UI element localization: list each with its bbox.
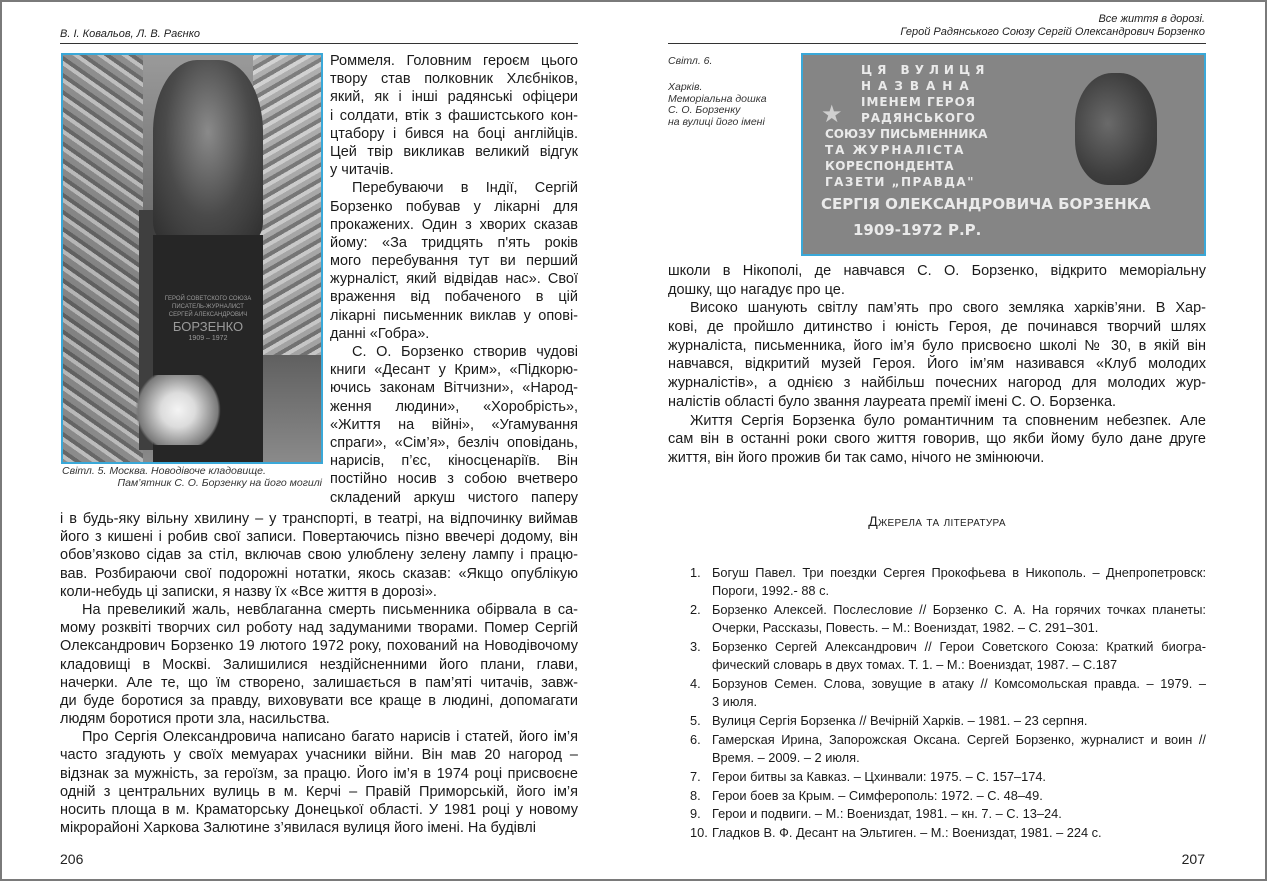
left-wide-text-column — [60, 510, 578, 837]
plaque-line: ТА ЖУРНАЛІСТА — [825, 143, 966, 157]
text-line: кові, де пройшло дитинство і юність Героя, де починався творчий шлях — [668, 319, 1206, 336]
text-line: мого перебування тут ви перший — [330, 253, 578, 270]
right-text-column — [668, 262, 1206, 468]
source-text — [712, 731, 1206, 767]
source-item — [690, 675, 1206, 711]
text-line: книги «Десант у Крим», «Підкорю- — [330, 362, 578, 379]
text-line: нарисів, п’єс, кіносценаріїв. Він — [330, 453, 578, 470]
text-line: Перебуваючи в Індії, Сергій — [352, 180, 578, 197]
source-item — [690, 731, 1206, 767]
photo-6-caption — [668, 82, 767, 128]
text-line: налістів області було звання лауреата премії імені С. О. Борзенка. — [668, 393, 1117, 410]
plaque-line: РАДЯНСЬКОГО — [861, 111, 976, 125]
trees-background — [63, 55, 143, 464]
sources-list — [690, 564, 1206, 843]
caption-line: на вулиці його імені — [668, 115, 765, 128]
source-line: Борзенко Алексей. Послесловие // Борзенко С. А. На горячих точках планеты: — [712, 602, 1206, 617]
text-line: Олександрович Борзенко 19 лютого 1972 року, похований на Новодівочому — [60, 638, 578, 655]
right-header-rule — [668, 43, 1206, 44]
text-line: Життя Сергія Борзенка було романтичним та сповненим небезпек. Але — [690, 412, 1206, 429]
source-number: 10. — [690, 825, 708, 841]
text-line: данні «Гобра». — [330, 325, 430, 342]
source-text — [712, 768, 1206, 786]
text-line: часто згадують у своїх мемуарах учасники війни. Він мав 20 нагород – — [60, 747, 578, 764]
source-number: 4. — [690, 676, 701, 691]
text-line: Цей твір викликав великий відгук — [330, 143, 578, 160]
text-line: одній з центральних вулиць в м. Керчі – Правій Приморській, його ім’я — [60, 783, 578, 800]
source-number: 5. — [690, 713, 701, 728]
tomb-photo — [61, 53, 323, 464]
text-line: відзнак за мужність, за героїзм, за працю. Його ім’я в 1974 році присвоєне — [60, 765, 578, 782]
source-text — [712, 787, 1206, 805]
source-item — [690, 805, 1206, 823]
text-line: і солдати, втік з фашистського кон- — [330, 107, 578, 124]
source-number: 8. — [690, 787, 701, 803]
text-line: життя, він його прожив би так само, нічого не змінюючи. — [668, 449, 1045, 466]
text-line: ди буде боротися за правду, виховувати все краще в людині, допомагати — [60, 692, 578, 709]
tomb-inscription-dates: 1909 – 1972 — [188, 335, 228, 342]
source-item — [690, 601, 1206, 637]
source-number: 1. — [690, 565, 701, 580]
text-line: журналіст, який відвідав нас». Свої — [330, 271, 578, 288]
left-header-rule — [60, 43, 578, 44]
plaque-line: ЦЯ ВУЛИЦЯ — [861, 63, 990, 77]
text-line: кладовищі в Москві. Залишилися нездійсненними його плани, глави, — [60, 656, 578, 673]
text-line: складений аркуш чистого паперу — [330, 489, 578, 506]
bust-sculpture — [153, 60, 263, 240]
source-line: Герои боев за Крым. – Симферополь: 1972. – С. 48–49. — [712, 787, 1043, 803]
text-line: На превеликий жаль, невблаганна смерть письменника обірвала в са- — [82, 601, 578, 618]
text-line: твору став полковник Хлєбніков, — [330, 71, 578, 88]
photo-6-label: Світл. 6. — [668, 55, 713, 67]
source-number: 2. — [690, 602, 701, 617]
left-running-header: В. І. Ковальов, Л. В. Раєнко — [60, 28, 201, 40]
source-text — [712, 824, 1206, 842]
source-number: 3. — [690, 639, 701, 654]
text-line: прокажених. Один з хворих сказав — [330, 216, 578, 233]
source-line: фический словарь в двух томах. Т. 1. – М.: Воениздат, 1987. – С.187 — [712, 657, 1118, 673]
plaque-line: КОРЕСПОНДЕНТА — [825, 159, 954, 173]
source-line: Герои и подвиги. – М.: Воениздат, 1981. – кн. 7. – С. 13–24. — [712, 806, 1062, 822]
text-line: людям боротися проти зла, насильства. — [60, 711, 330, 728]
text-line: навчався, відкритий музей Героя. Його ім’ям називався «Клуб молодих — [668, 356, 1206, 373]
text-line: сам він в останні роки свого життя говорив, що якби йому було дане друге — [668, 431, 1206, 448]
plaque-line: 1909-1972 Р.Р. — [853, 221, 982, 239]
star-icon: ★ — [821, 101, 843, 128]
page-number-left: 206 — [60, 851, 84, 867]
source-line: Гамерская Ирина, Запорожская Оксана. Сергей Борзенко, журналист и воин // — [712, 731, 1206, 747]
text-line: дошку, що нагадує про це. — [668, 281, 845, 298]
text-line: начерки. Але те, що їм створено, залишається в пам’яті читачів, завж- — [60, 674, 578, 691]
plaque-line: СОЮЗУ ПИСЬМЕННИКА — [825, 127, 988, 141]
text-line: журналіста, письменника, його ім’я було присвоєно школі № 30, в якій він — [668, 337, 1206, 354]
text-line: мому розквіті творчих сил роботу над задуманими творами. Помер Сергій — [60, 620, 578, 637]
text-line: «Життя на війні», «Угамування — [330, 416, 578, 433]
source-item — [690, 712, 1206, 730]
text-line: носить площа в м. Краматорську Донецької області. У 1981 році у новому — [60, 802, 578, 818]
running-header-line: Герой Радянського Союзу Сергій Олександрович Борзенко — [900, 26, 1205, 38]
source-line: Герои битвы за Кавказ. – Цхинвали: 1975. – С. 157–174. — [712, 768, 1046, 784]
source-text — [712, 601, 1206, 637]
text-line: лікарні письменник виклав у опові- — [330, 307, 578, 324]
source-line: Вулиця Сергія Борзенка // Вечірній Харків. – 1981. – 23 серпня. — [712, 713, 1088, 728]
text-line: Борзенко побував у лікарні для — [330, 198, 578, 215]
text-line: обов’язково сідав за стіл, включав свою улюблену зелену лампу і працю- — [60, 547, 578, 564]
plaque-line: СЕРГІЯ ОЛЕКСАНДРОВИЧА БОРЗЕНКА — [821, 195, 1151, 213]
source-text — [712, 675, 1206, 711]
source-line: Богуш Павел. Три поездки Сергея Прокофьева в Никополь. – Днепропетровск: — [712, 565, 1206, 580]
source-line: Очерки, Рассказы, Повесть. – М.: Воениздат, 1982. – С. 291–301. — [712, 620, 1099, 636]
caption-line: С. О. Борзенку — [668, 104, 741, 116]
photo-5-caption-line: Пам’ятник С. О. Борзенку на його могилі — [117, 477, 322, 489]
portrait-relief — [1075, 73, 1157, 185]
text-line: С. О. Борзенко створив чудові — [352, 344, 578, 360]
text-line: йому: «За тридцять п'ять років — [330, 234, 578, 251]
text-line: мікрорайоні Харкова Залютине з’явилася вулиця його імені. На будівлі — [60, 820, 536, 837]
source-text — [712, 638, 1206, 674]
text-line: ючись законам Вітчизни», «Народ- — [330, 380, 578, 397]
flowers — [133, 375, 223, 445]
photo-5-caption-line: Світл. 5. Москва. Новодівоче кладовище. — [62, 465, 266, 477]
text-line: вав. Розбираючи свої подорожні нотатки, якось сказав: «Якщо опублікую — [60, 565, 578, 582]
right-running-header — [668, 13, 1205, 39]
text-line: враження від побаченого в цій — [330, 289, 578, 306]
text-line: постійно носив з собою вчетверо — [330, 471, 578, 488]
plaque-line: ГАЗЕТИ „ПРАВДА" — [825, 175, 975, 189]
caption-line: Меморіальна дошка — [668, 92, 767, 105]
source-number: 9. — [690, 806, 701, 822]
source-number: 7. — [690, 768, 701, 784]
source-item — [690, 824, 1206, 842]
source-number: 6. — [690, 731, 701, 747]
source-item — [690, 787, 1206, 805]
tomb-inscription-line: ПИСАТЕЛЬ-ЖУРНАЛИСТ — [172, 304, 244, 310]
plaque-line: ІМЕНЕМ ГЕРОЯ — [861, 95, 977, 109]
tomb-inscription-line: СЕРГЕЙ АЛЕКСАНДРОВИЧ — [168, 312, 248, 318]
left-narrow-text-column — [330, 52, 578, 507]
text-line: його з кишені і робив свої записи. Повертаючись пізно ввечері додому, він — [60, 529, 578, 546]
source-item — [690, 564, 1206, 600]
text-line: школи в Нікополі, де навчався С. О. Борзенко, відкрито меморіальну — [668, 263, 1206, 279]
sources-heading: Джерела та література — [868, 513, 1006, 529]
caption-line: Харків. — [668, 81, 703, 93]
tomb-inscription-line: ГЕРОЙ СОВЕТСКОГО СОЮЗА — [164, 296, 252, 302]
source-line: Борзенко Сергей Александрович // Герои Советского Союза: Краткий биогра- — [712, 639, 1206, 654]
memorial-plaque-photo — [801, 53, 1206, 256]
source-item — [690, 768, 1206, 786]
text-line: який, як і інші радянські офіцери — [330, 89, 578, 106]
text-line: журналістів», а однією з найбільш почесних нагород для молодих жур- — [668, 375, 1206, 392]
text-line: і в будь-яку вільну хвилину – у транспорті, в театрі, на відпочинку виймав — [60, 511, 578, 527]
source-line: Борзунов Семен. Слова, зовущие в атаку // Комсомольская правда. – 1979. – — [712, 676, 1206, 691]
source-line: Гладков В. Ф. Десант на Эльтиген. – М.: Воениздат, 1981. – 224 с. — [712, 825, 1102, 841]
source-line: 3 июля. — [712, 694, 758, 710]
text-line: Роммеля. Головним героєм цього — [330, 53, 578, 69]
text-line: цтабору і бився на боці англійців. — [330, 125, 578, 142]
page-number-right: 207 — [1181, 851, 1205, 867]
plaque-line: НАЗВАНА — [861, 79, 976, 93]
source-text — [712, 564, 1206, 600]
text-line: спраги», «Сім’я», безліч оповідань, — [330, 434, 578, 451]
tomb-inscription-name: БОРЗЕНКО — [172, 319, 244, 334]
text-line: у читачів. — [330, 162, 394, 179]
text-line: коли-небудь ці записки, я назву їх «Все життя в дорозі». — [60, 583, 437, 600]
source-line: Время. – 2009. – 2 июля. — [712, 750, 860, 765]
source-item — [690, 638, 1206, 674]
text-line: Високо шанують світлу пам’ять про свого земляка харків’яни. В Хар- — [690, 300, 1206, 317]
text-line: ження людини», «Хоробрість», — [330, 398, 578, 415]
source-line: Пороги, 1992.- 88 с. — [712, 583, 830, 599]
trees-background — [253, 55, 323, 355]
running-header-line: Все життя в дорозі. — [1098, 13, 1205, 25]
text-line: Про Сергія Олександровича написано багато нарисів і статей, його ім’я — [82, 729, 578, 746]
source-text — [712, 712, 1206, 730]
source-text — [712, 805, 1206, 823]
